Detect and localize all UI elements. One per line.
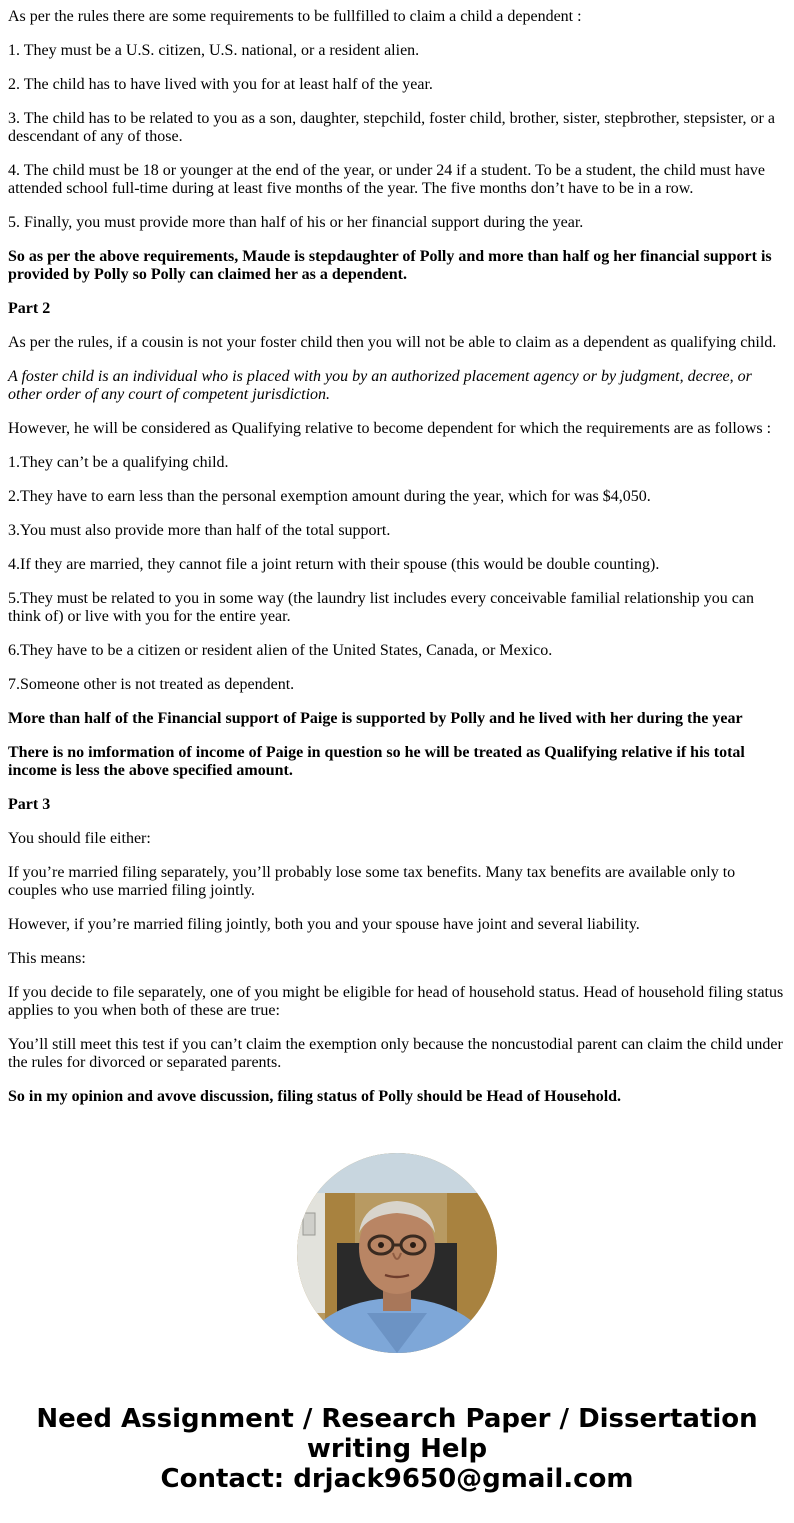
part2-requirement-4: 4.If they are married, they cannot file a joint return with their spouse (this would be double counting). (8, 556, 660, 573)
author-avatar (297, 1153, 497, 1353)
promo-contact: Contact: drjack9650@gmail.com (160, 1464, 634, 1494)
part2-heading: Part 2 (8, 300, 51, 317)
part2-requirement-3: 3.You must also provide more than half of the total support. (8, 522, 391, 539)
part3-paragraph-4: This means: (8, 950, 86, 967)
part2-requirement-7: 7.Someone other is not treated as dependent. (8, 676, 295, 693)
part2-requirement-6: 6.They have to be a citizen or resident alien of the United States, Canada, or Mexico. (8, 642, 553, 659)
part2-conclusion-2: There is no imformation of income of Paige in question so he will be treated as Qualifying relative if his total income is less the above specified amount. (8, 744, 745, 779)
part3-conclusion: So in my opinion and avove discussion, filing status of Polly should be Head of Household. (8, 1088, 622, 1105)
part2-requirement-1: 1.They can’t be a qualifying child. (8, 454, 229, 471)
part3-paragraph-5: If you decide to file separately, one of you might be eligible for head of household status. Head of household filing status applies to you when both of these are true: (8, 984, 784, 1019)
part2-however: However, he will be considered as Qualifying relative to become dependent for which the requirements are as follows : (8, 420, 772, 437)
part1-intro: As per the rules there are some requirements to be fullfilled to claim a child a dependent : (8, 8, 582, 25)
part1-requirement-5: 5. Finally, you must provide more than half of his or her financial support during the year. (8, 214, 584, 231)
part2-requirement-2: 2.They have to earn less than the personal exemption amount during the year, which for was $4,050. (8, 488, 651, 505)
promo-headline: Need Assignment / Research Paper / Dissertation writing Help (36, 1404, 758, 1464)
part3-paragraph-2: If you’re married filing separately, you’ll probably lose some tax benefits. Many tax benefits are available only to couples who use married filing jointly. (8, 864, 736, 899)
part1-requirement-1: 1. They must be a U.S. citizen, U.S. national, or a resident alien. (8, 42, 420, 59)
part1-requirement-2: 2. The child has to have lived with you for at least half of the year. (8, 76, 433, 93)
part3-paragraph-1: You should file either: (8, 830, 151, 847)
part3-heading: Part 3 (8, 796, 51, 813)
author-portrait-image (297, 1153, 497, 1353)
part3-paragraph-6: You’ll still meet this test if you can’t claim the exemption only because the noncustodial parent can claim the child under the rules for divorced or separated parents. (8, 1036, 783, 1071)
part1-requirement-4: 4. The child must be 18 or younger at the end of the year, or under 24 if a student. To be a student, the child must have attended school full-time during at least five months of the year. The five months don’t have to be in a row. (8, 162, 766, 197)
part1-requirement-3: 3. The child has to be related to you as a son, daughter, stepchild, foster child, brother, sister, stepbrother, stepsister, or a descendant of any of those. (8, 110, 775, 145)
part2-rule: As per the rules, if a cousin is not your foster child then you will not be able to claim as a dependent as qualifying child. (8, 334, 777, 351)
foster-child-definition: A foster child is an individual who is placed with you by an authorized placement agency or by judgment, decree, or other order of any court of competent jurisdiction. (8, 368, 752, 403)
part2-conclusion-1: More than half of the Financial support of Paige is supported by Polly and he lived with her during the year (8, 710, 743, 727)
part2-requirement-5: 5.They must be related to you in some way (the laundry list includes every conceivable familial relationship you can think of) or live with you for the entire year. (8, 590, 754, 625)
promo-banner (0, 1404, 794, 1494)
part1-conclusion: So as per the above requirements, Maude is stepdaughter of Polly and more than half og her financial support is provided by Polly so Polly can claimed her as a dependent. (8, 248, 772, 283)
part3-paragraph-3: However, if you’re married filing jointly, both you and your spouse have joint and several liability. (8, 916, 640, 933)
answer-document (8, 8, 786, 1122)
